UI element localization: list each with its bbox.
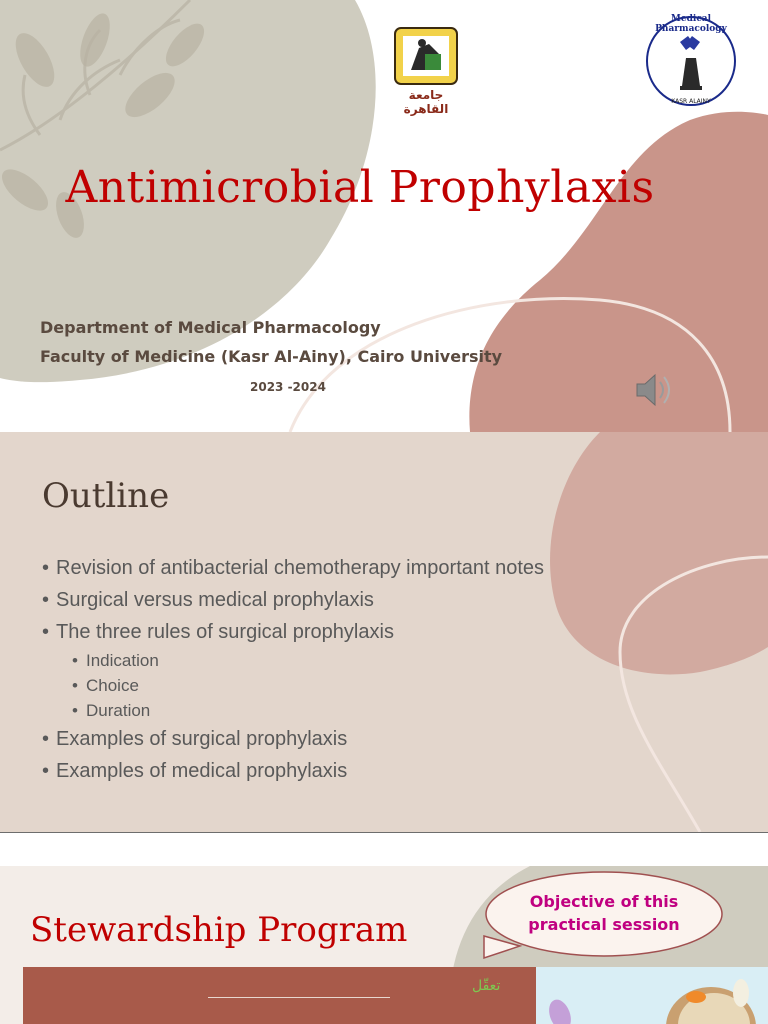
list-item-text: Revision of antibacterial chemotherapy important notes (56, 557, 545, 579)
medical-pharmacology-logo (642, 12, 740, 115)
bullet-marker: • (42, 589, 50, 611)
pharmacology-logo-subtext: KASR ALAINY (671, 98, 711, 105)
pharmacology-logo-text: Medical Pharmacology (655, 14, 727, 34)
list-item-text: Examples of surgical prophylaxis (56, 728, 348, 750)
title-slide (0, 0, 768, 432)
outline-title: Outline (42, 476, 170, 516)
arabic-label: تعقّل (472, 978, 501, 994)
audio-speaker-icon[interactable] (634, 372, 674, 413)
department-name: Department of Medical Pharmacology (40, 318, 381, 337)
outline-slide (0, 432, 768, 832)
list-item (42, 755, 544, 787)
band-underline (208, 997, 390, 998)
faculty-name: Faculty of Medicine (Kasr Al-Ainy), Cairo University (40, 347, 503, 366)
list-item (42, 723, 544, 755)
bullet-marker: • (42, 728, 50, 750)
list-item-text: The three rules of surgical prophylaxis (56, 621, 394, 643)
sub-list-item (42, 673, 544, 698)
stewardship-slide (0, 866, 768, 1024)
list-item (42, 616, 544, 648)
list-item-text: Duration (86, 701, 151, 720)
bullet-marker: • (42, 760, 50, 782)
list-item (42, 584, 544, 616)
objective-bubble (500, 890, 708, 936)
presentation-title: Antimicrobial Prophylaxis (65, 162, 655, 213)
academic-year: 2023 -2024 (250, 380, 326, 394)
slide-gap (0, 833, 768, 866)
pills-image-icon (536, 967, 768, 1024)
sub-list-item (42, 648, 544, 673)
outline-list (42, 552, 544, 787)
objective-bubble-line: practical session (528, 915, 680, 934)
pills-photo (536, 967, 768, 1024)
list-item-text: Choice (86, 676, 139, 695)
bullet-marker: • (72, 651, 78, 670)
bullet-marker: • (72, 676, 78, 695)
bullet-marker: • (42, 557, 50, 579)
objective-bubble-line: Objective of this (529, 892, 679, 911)
cairo-university-logo-text: جامعة القاهرة (403, 88, 449, 116)
bullet-marker: • (42, 621, 50, 643)
list-item-text: Examples of medical prophylaxis (56, 760, 348, 782)
cairo-university-logo (389, 26, 463, 119)
list-item-text: Surgical versus medical prophylaxis (56, 589, 374, 611)
bullet-marker: • (72, 701, 78, 720)
stewardship-title: Stewardship Program (30, 910, 408, 950)
list-item-text: Indication (86, 651, 159, 670)
sub-list-item (42, 698, 544, 723)
content-band (23, 967, 536, 1024)
list-item (42, 552, 544, 584)
